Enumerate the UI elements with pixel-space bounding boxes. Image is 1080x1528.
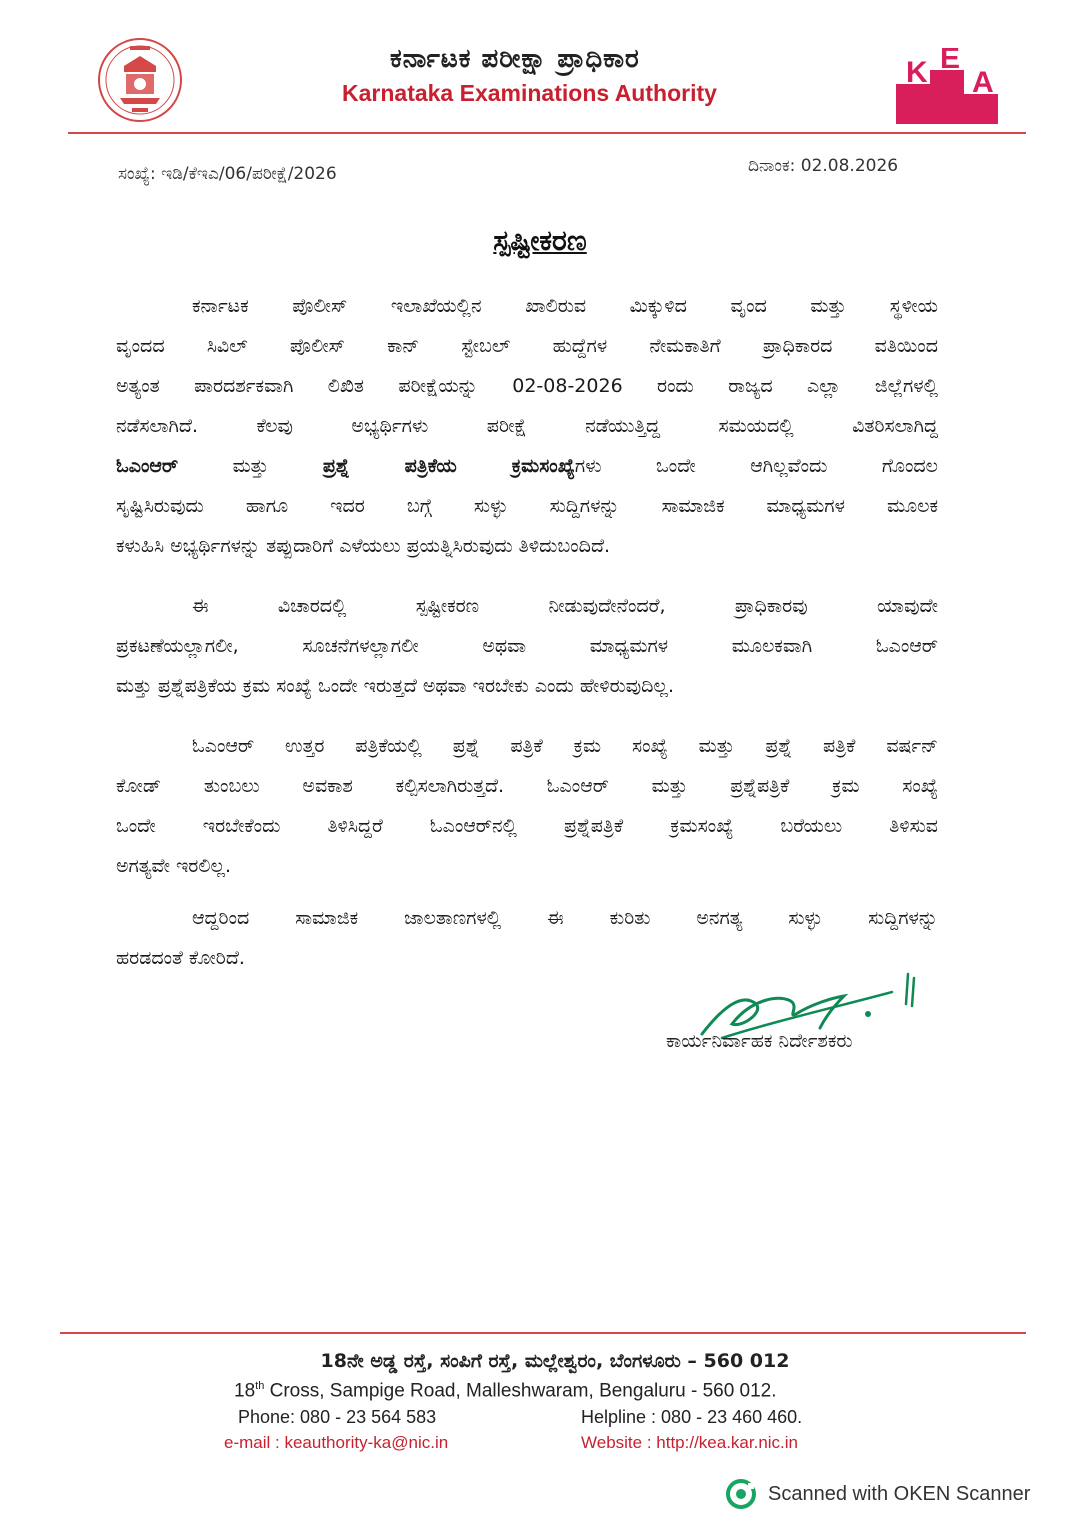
helpline-number: Helpline : 080 - 23 460 460.: [581, 1407, 803, 1427]
paragraph-line: ಕಳುಹಿಸಿ ಅಭ್ಯರ್ಥಿಗಳನ್ನು ತಪ್ಪುದಾರಿಗೆ ಎಳೆಯಲು ಪ್ರಯತ್ನಿಸಿರುವುದು ತಿಳಿದುಬಂದಿದೆ.: [116, 535, 611, 557]
kea-logo: [892, 48, 1002, 124]
paragraph-line: ಕರ್ನಾಟಕ ಪೊಲೀಸ್ ಇಲಾಖೆಯಲ್ಲಿನ ಖಾಲಿರುವ ಮಿಕ್ಕುಳಿದ ವೃಂದ ಮತ್ತು ಸ್ಥಳೀಯ: [192, 295, 938, 317]
address-text: Cross, Sampige Road, Malleshwaram, Bengaluru - 560 012.: [264, 1380, 777, 1402]
svg-text:K: K: [906, 56, 928, 89]
svg-text:A: A: [972, 66, 994, 99]
paragraph-line: ಹರಡದಂತೆ ಕೋರಿದೆ.: [116, 947, 245, 969]
paragraph-3: [116, 726, 938, 886]
paragraph-line: ವೃಂದದ ಸಿವಿಲ್ ಪೊಲೀಸ್ ಕಾನ್ ಸ್ಟೇಬಲ್ ಹುದ್ದೆಗಳ ನೇಮಕಾತಿಗೆ ಪ್ರಾಧಿಕಾರದ ವತಿಯಿಂದ: [116, 335, 938, 357]
paragraph-line: ನಡೆಸಲಾಗಿದೆ. ಕೆಲವು ಅಭ್ಯರ್ಥಿಗಳು ಪರೀಕ್ಷೆ ನಡೆಯುತ್ತಿದ್ದ ಸಮಯದಲ್ಲಿ ವಿತರಿಸಲಾಗಿದ್ದ: [116, 415, 938, 437]
paragraph-2: [116, 586, 938, 706]
paragraph-line: ಅಗತ್ಯವೇ ಇರಲಿಲ್ಲ.: [116, 855, 232, 877]
bold-question-paper-serial: ಪ್ರಶ್ನೆ ಪತ್ರಿಕೆಯ ಕ್ರಮಸಂಖ್ಯೆ: [322, 455, 575, 477]
paragraph-1: [116, 286, 938, 566]
scanner-watermark: [726, 1476, 1030, 1512]
text-rest: ಗಳು ಒಂದೇ ಆಗಿಲ್ಲವೆಂದು ಗೊಂದಲ: [574, 455, 938, 477]
email-link[interactable]: e-mail : keauthority-ka@nic.in: [224, 1433, 449, 1452]
paragraph-line: ಸೃಷ್ಟಿಸಿರುವುದು ಹಾಗೂ ಇದರ ಬಗ್ಗೆ ಸುಳ್ಳು ಸುದ್ದಿಗಳನ್ನು ಸಾಮಾಜಿಕ ಮಾಧ್ಯಮಗಳ ಮೂಲಕ: [116, 495, 938, 517]
address-kannada: 18ನೇ ಅಡ್ಡ ರಸ್ತೆ, ಸಂಪಿಗೆ ರಸ್ತೆ, ಮಲ್ಲೇಶ್ವರಂ, ಬೆಂಗಳೂರು – 560 012: [320, 1350, 790, 1372]
oken-scanner-icon: [726, 1479, 756, 1509]
title-english: Karnataka Examinations Authority: [342, 80, 717, 106]
paragraph-line: [116, 446, 938, 486]
title-kannada: ಕರ್ನಾಟಕ ಪರೀಕ್ಷಾ ಪ್ರಾಧಿಕಾರ: [390, 44, 640, 74]
address-english: [234, 1380, 777, 1402]
karnataka-seal-icon: [96, 36, 184, 124]
paragraph-line: ಮತ್ತು ಪ್ರಶ್ನೆಪತ್ರಿಕೆಯ ಕ್ರಮ ಸಂಖ್ಯೆ ಒಂದೇ ಇರುತ್ತದೆ ಅಥವಾ ಇರಬೇಕು ಎಂದು ಹೇಳಿರುವುದಿಲ್ಲ.: [116, 675, 675, 697]
svg-text:E: E: [940, 48, 961, 75]
website-link[interactable]: Website : http://kea.kar.nic.in: [581, 1433, 799, 1452]
scanner-text: Scanned with OKEN Scanner: [768, 1482, 1031, 1505]
paragraph-line: ಕೋಡ್ ತುಂಬಲು ಅವಕಾಶ ಕಲ್ಪಿಸಲಾಗಿರುತ್ತದೆ. ಓಎಂಆರ್ ಮತ್ತು ಪ್ರಶ್ನೆಪತ್ರಿಕೆ ಕ್ರಮ ಸಂಖ್ಯೆ: [116, 775, 938, 797]
paragraph-line: ಅತ್ಯಂತ ಪಾರದರ್ಶಕವಾಗಿ ಲಿಖಿತ ಪರೀಕ್ಷೆಯನ್ನು 02-08-2026 ರಂದು ರಾಜ್ಯದ ಎಲ್ಲಾ ಜಿಲ್ಲೆಗಳಲ್ಲಿ: [116, 375, 938, 397]
document-date: ದಿನಾಂಕ: 02.08.2026: [748, 156, 899, 176]
paragraph-4: [116, 898, 938, 978]
signatory-designation: ಕಾರ್ಯನಿರ್ವಾಹಕ ನಿರ್ದೇಶಕರು: [666, 1030, 853, 1052]
document-heading: ಸ್ಪಷ್ಟೀಕರಣ: [493, 224, 587, 257]
paragraph-line: ಓಎಂಆರ್ ಉತ್ತರ ಪತ್ರಿಕೆಯಲ್ಲಿ ಪ್ರಶ್ನೆ ಪತ್ರಿಕೆ ಕ್ರಮ ಸಂಖ್ಯೆ ಮತ್ತು ಪ್ರಶ್ನೆ ಪತ್ರಿಕೆ ವರ್ಷನ್: [192, 735, 938, 757]
address-ordinal: th: [255, 1380, 265, 1392]
address-number: 18: [234, 1380, 256, 1402]
paragraph-line: ಈ ವಿಚಾರದಲ್ಲಿ ಸ್ಪಷ್ಟೀಕರಣ ನೀಡುವುದೇನೆಂದರೆ, ಪ್ರಾಧಿಕಾರವು ಯಾವುದೇ: [192, 595, 938, 617]
phone-number: Phone: 080 - 23 564 583: [238, 1407, 437, 1427]
paragraph-line: ಆದ್ದರಿಂದ ಸಾಮಾಜಿಕ ಜಾಲತಾಣಗಳಲ್ಲಿ ಈ ಕುರಿತು ಅನಗತ್ಯ ಸುಳ್ಳು ಸುದ್ದಿಗಳನ್ನು: [192, 907, 938, 929]
footer-divider: [60, 1332, 1026, 1334]
bold-omr: ಓಎಂಆರ್: [116, 455, 179, 477]
paragraph-line: ಒಂದೇ ಇರಬೇಕೆಂದು ತಿಳಿಸಿದ್ದರೆ ಓಎಂಆರ್‌ನಲ್ಲಿ ಪ್ರಶ್ನೆಪತ್ರಿಕೆ ಕ್ರಮಸಂಖ್ಯೆ ಬರೆಯಲು ತಿಳಿಸುವ: [116, 815, 938, 837]
text-and: ಮತ್ತು: [178, 455, 323, 477]
paragraph-line: ಪ್ರಕಟಣೆಯಲ್ಲಾಗಲೀ, ಸೂಚನೆಗಳಲ್ಲಾಗಲೀ ಅಥವಾ ಮಾಧ್ಯಮಗಳ ಮೂಲಕವಾಗಿ ಓಎಂಆರ್: [116, 635, 938, 657]
reference-number: ಸಂಖ್ಯೆ: ಇಡಿ/ಕೆಇಎ/06/ಪರೀಕ್ಷೆ/2026: [118, 164, 337, 184]
header-divider: [68, 132, 1026, 134]
